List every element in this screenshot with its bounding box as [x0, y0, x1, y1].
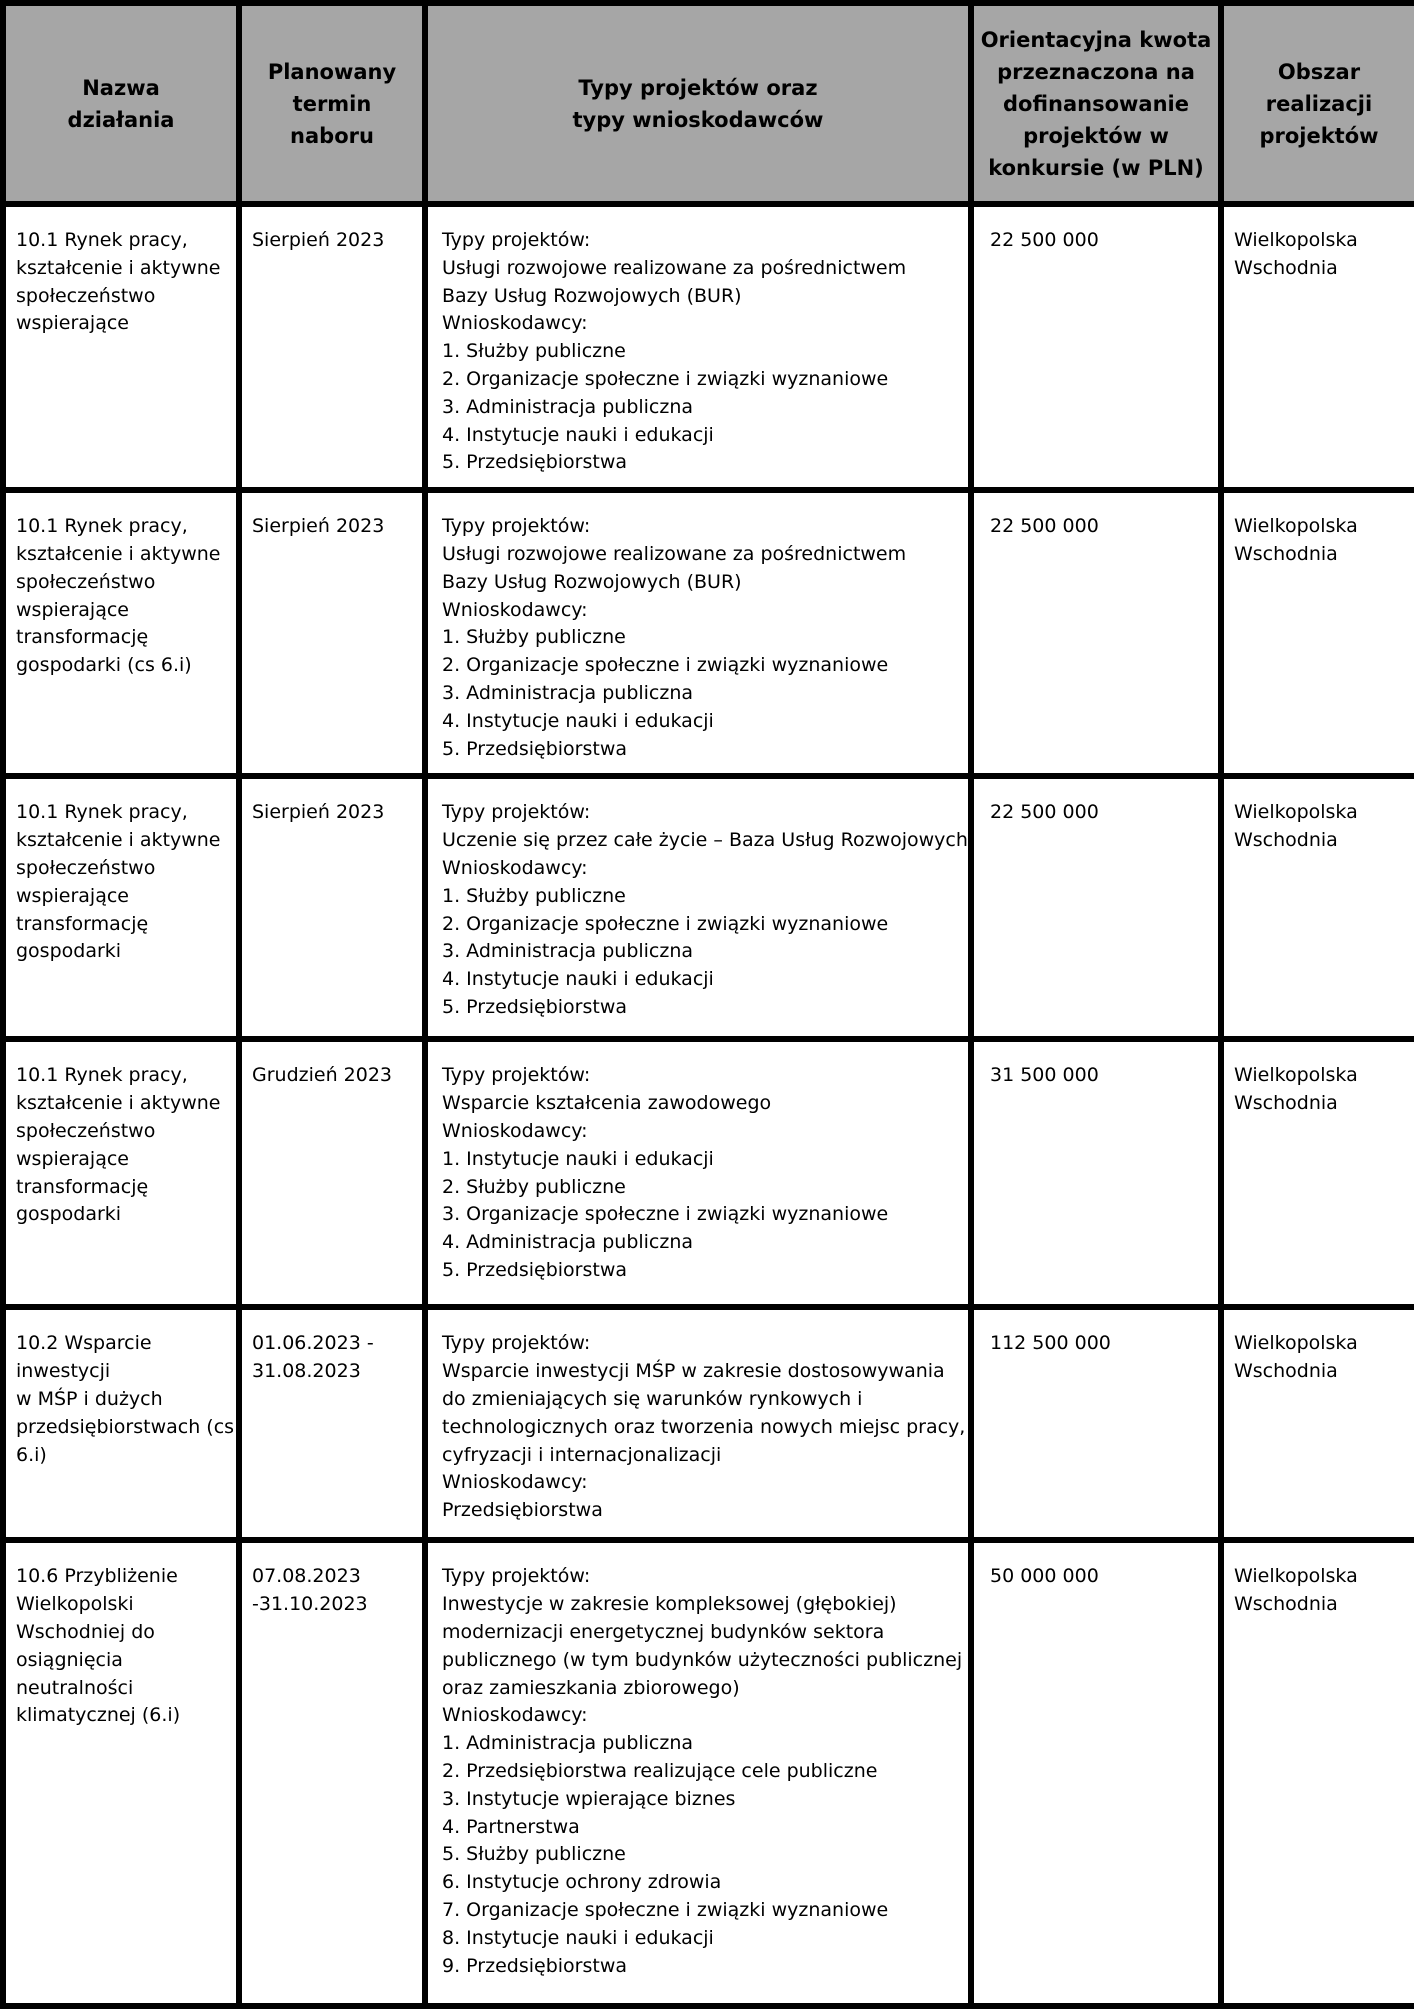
cell-amount [971, 776, 1221, 1039]
project-types-line: Usługi rozwojowe realizowane za pośrednictwem [442, 542, 907, 565]
action-name-line: gospodarki [16, 1203, 122, 1226]
project-types-line: do zmieniających się warunków rynkowych i [442, 1387, 863, 1410]
project-types-line: 4. Partnerstwa [442, 1815, 580, 1838]
action-name-line: klimatycznej (6.i) [16, 1704, 181, 1727]
header-term-line: naboru [290, 123, 374, 148]
cell-area [1221, 1307, 1414, 1540]
action-name-line: neutralności [16, 1676, 134, 1699]
cell-action-name [3, 776, 239, 1039]
action-name-line: 10.6 Przybliżenie [16, 1565, 178, 1588]
action-name-line: 10.1 Rynek pracy, [16, 229, 188, 251]
cell-amount [971, 1307, 1221, 1540]
action-name-line: 10.1 Rynek pracy, [16, 515, 188, 538]
project-types-line: Wnioskodawcy: [442, 1471, 588, 1494]
action-name-line: Wschodniej do [16, 1620, 155, 1643]
area-line: Wschodnia [1234, 542, 1338, 565]
area-line: Wschodnia [1234, 829, 1338, 852]
project-types-line: 1. Instytucje nauki i edukacji [442, 1147, 714, 1170]
action-name-line: 10.2 Wsparcie [16, 1332, 152, 1355]
action-name-line: transformację [16, 1175, 149, 1198]
project-types-line: Usługi rozwojowe realizowane za pośrednictwem [442, 256, 907, 279]
action-name-line: osiągnięcia [16, 1648, 123, 1671]
planned-term-line: Grudzień 2023 [252, 1064, 393, 1087]
header-amount-line: przeznaczona na [997, 59, 1195, 84]
area-line: Wielkopolska [1234, 515, 1358, 538]
header-term-line: termin [292, 91, 372, 116]
project-types-line: 4. Instytucje nauki i edukacji [442, 709, 714, 732]
project-types-line: Typy projektów: [442, 801, 591, 824]
header-types-line: Typy projektów oraz [578, 75, 818, 100]
cell-project-types [425, 490, 971, 776]
cell-action-name [3, 1039, 239, 1307]
planned-term-line: 01.06.2023 - [252, 1332, 374, 1355]
cell-amount [971, 1039, 1221, 1307]
action-name-line: 6.i) [16, 1443, 47, 1466]
action-name-line: transformację [16, 912, 149, 935]
project-types-line: 5. Przedsiębiorstwa [442, 995, 627, 1018]
project-types-line: Wnioskodawcy: [442, 1119, 588, 1142]
action-name-line: społeczeństwo [16, 570, 156, 593]
action-name-line: społeczeństwo [16, 856, 156, 879]
project-types-line: 1. Służby publiczne [442, 626, 626, 649]
project-types-line: 3. Administracja publiczna [442, 395, 694, 418]
action-name-line: Wielkopolski [16, 1593, 134, 1616]
header-name [3, 3, 239, 204]
table-row [3, 490, 1414, 776]
cell-area [1221, 776, 1414, 1039]
header-area-line: realizacji [1265, 91, 1373, 116]
amount-value: 112 500 000 [990, 1332, 1111, 1355]
action-name-line: kształcenie i aktywne [16, 542, 221, 565]
header-area [1221, 3, 1414, 204]
table-row [3, 204, 1414, 490]
cell-area [1221, 1039, 1414, 1307]
project-types-line: 3. Administracja publiczna [442, 681, 694, 704]
cell-action-name [3, 490, 239, 776]
cell-planned-term [239, 1039, 425, 1307]
project-types-line: 4. Instytucje nauki i edukacji [442, 968, 714, 991]
cell-planned-term [239, 490, 425, 776]
project-types-line: publicznego (w tym budynków użyteczności publicznej [442, 1648, 963, 1671]
project-types-line: modernizacji energetycznej budynków sektora [442, 1620, 885, 1643]
project-types-line: 4. Administracja publiczna [442, 1231, 694, 1254]
project-types-line: 7. Organizacje społeczne i związki wyznaniowe [442, 1898, 889, 1921]
project-types-line: 5. Służby publiczne [442, 1843, 626, 1866]
header-amount [971, 3, 1221, 204]
project-types-line: 2. Organizacje społeczne i związki wyznaniowe [442, 912, 889, 935]
project-types-line: oraz zamieszkania zbiorowego) [442, 1676, 740, 1699]
action-name-line: przedsiębiorstwach (cs [16, 1415, 235, 1438]
amount-value: 22 500 000 [990, 229, 1099, 251]
action-name-line: 10.1 Rynek pracy, [16, 801, 188, 824]
cell-area [1221, 1540, 1414, 2006]
project-types-line: Wnioskodawcy: [442, 312, 588, 335]
cell-project-types [425, 776, 971, 1039]
action-name-line: gospodarki (cs 6.i) [16, 654, 192, 677]
project-types-line: Uczenie się przez całe życie – Baza Usług Rozwojowych [442, 829, 968, 852]
area-line: Wschodnia [1234, 256, 1338, 279]
project-types-line: 2. Służby publiczne [442, 1175, 626, 1198]
planned-term-line: 07.08.2023 [252, 1565, 361, 1588]
area-line: Wielkopolska [1234, 1332, 1358, 1355]
amount-value: 50 000 000 [990, 1565, 1099, 1588]
table-row [3, 1039, 1414, 1307]
cell-amount [971, 1540, 1221, 2006]
project-types-line: 6. Instytucje ochrony zdrowia [442, 1871, 722, 1894]
planned-term-line: 31.08.2023 [252, 1360, 361, 1383]
cell-planned-term [239, 1307, 425, 1540]
project-types-line: 1. Służby publiczne [442, 340, 626, 363]
project-types-line: Wnioskodawcy: [442, 1704, 588, 1727]
cell-project-types [425, 204, 971, 490]
table-row [3, 1540, 1414, 2006]
project-types-line: Wnioskodawcy: [442, 598, 588, 621]
header-area-line: projektów [1259, 123, 1379, 148]
planned-term-line: Sierpień 2023 [252, 515, 385, 538]
project-types-line: Typy projektów: [442, 1565, 591, 1588]
header-types-line: typy wnioskodawców [572, 107, 824, 132]
action-name-line: 10.1 Rynek pracy, [16, 1064, 188, 1087]
area-line: Wschodnia [1234, 1593, 1338, 1616]
action-name-line: społeczeństwo [16, 1119, 156, 1142]
area-line: Wschodnia [1234, 1092, 1338, 1115]
project-types-line: 1. Służby publiczne [442, 884, 626, 907]
project-types-line: Typy projektów: [442, 229, 591, 251]
cell-amount [971, 204, 1221, 490]
project-types-line: cyfryzacji i internacjonalizacji [442, 1443, 722, 1466]
area-line: Wielkopolska [1234, 1064, 1358, 1087]
project-types-line: 3. Administracja publiczna [442, 940, 694, 963]
header-types [425, 3, 971, 204]
area-line: Wielkopolska [1234, 229, 1358, 251]
cell-area [1221, 490, 1414, 776]
area-line: Wschodnia [1234, 1360, 1338, 1383]
header-area-line: Obszar [1277, 59, 1361, 84]
project-types-line: 3. Instytucje wpierające biznes [442, 1787, 736, 1810]
cell-planned-term [239, 1540, 425, 2006]
project-types-line: 2. Organizacje społeczne i związki wyznaniowe [442, 367, 889, 390]
project-types-line: Wsparcie inwestycji MŚP w zakresie dostosowywania [442, 1360, 945, 1383]
planned-term-line: -31.10.2023 [252, 1593, 368, 1616]
project-types-line: Bazy Usług Rozwojowych (BUR) [442, 570, 742, 593]
project-types-line: Typy projektów: [442, 515, 591, 538]
project-types-line: 5. Przedsiębiorstwa [442, 451, 627, 474]
cell-project-types [425, 1039, 971, 1307]
project-types-line: 2. Przedsiębiorstwa realizujące cele publiczne [442, 1759, 878, 1782]
header-term-line: Planowany [267, 59, 397, 84]
header-amount-line: projektów w [1023, 123, 1169, 148]
project-types-line: 5. Przedsiębiorstwa [442, 1258, 627, 1281]
cell-amount [971, 490, 1221, 776]
amount-value: 22 500 000 [990, 801, 1099, 824]
header-name-line: Nazwa [82, 75, 160, 100]
project-types-line: Bazy Usług Rozwojowych (BUR) [442, 284, 742, 307]
project-types-line: 4. Instytucje nauki i edukacji [442, 423, 714, 446]
project-types-line: Wnioskodawcy: [442, 856, 588, 879]
amount-value: 31 500 000 [990, 1064, 1099, 1087]
header-amount-line: dofinansowanie [1003, 91, 1189, 116]
project-types-line: 9. Przedsiębiorstwa [442, 1954, 627, 1977]
header-term [239, 3, 425, 204]
cell-area [1221, 204, 1414, 490]
action-name-line: społeczeństwo [16, 284, 156, 307]
table-row [3, 1307, 1414, 1540]
header-amount-line: Orientacyjna kwota [980, 27, 1212, 52]
project-types-line: Przedsiębiorstwa [442, 1499, 603, 1522]
action-name-line: kształcenie i aktywne [16, 829, 221, 852]
table-row [3, 776, 1414, 1039]
header-amount-line: konkursie (w PLN) [988, 155, 1204, 180]
cell-action-name [3, 1307, 239, 1540]
cell-action-name [3, 204, 239, 490]
action-name-line: kształcenie i aktywne [16, 1092, 221, 1115]
table-body [3, 204, 1414, 2006]
action-name-line: gospodarki [16, 940, 122, 963]
cell-planned-term [239, 776, 425, 1039]
project-types-line: Typy projektów: [442, 1332, 591, 1355]
planned-term-line: Sierpień 2023 [252, 229, 385, 251]
action-name-line: wspierające [16, 884, 129, 907]
action-name-line: transformację [16, 626, 149, 649]
cell-project-types [425, 1540, 971, 2006]
project-types-line: Wsparcie kształcenia zawodowego [442, 1092, 772, 1115]
area-line: Wielkopolska [1234, 1565, 1358, 1588]
header-row [3, 3, 1414, 204]
cell-planned-term [239, 204, 425, 490]
project-types-line: 5. Przedsiębiorstwa [442, 737, 627, 760]
project-types-line: 3. Organizacje społeczne i związki wyznaniowe [442, 1203, 889, 1226]
action-name-line: wspierające [16, 312, 129, 335]
cell-project-types [425, 1307, 971, 1540]
header-name-line: działania [67, 107, 175, 132]
project-types-line: 1. Administracja publiczna [442, 1732, 694, 1755]
action-name-line: wspierające [16, 1147, 129, 1170]
cell-action-name [3, 1540, 239, 2006]
project-types-line: 2. Organizacje społeczne i związki wyznaniowe [442, 654, 889, 677]
planned-term-line: Sierpień 2023 [252, 801, 385, 824]
project-types-line: 8. Instytucje nauki i edukacji [442, 1926, 714, 1949]
area-line: Wielkopolska [1234, 801, 1358, 824]
project-types-line: technologicznych oraz tworzenia nowych miejsc pracy, [442, 1415, 966, 1438]
action-name-line: kształcenie i aktywne [16, 256, 221, 279]
action-name-line: w MŚP i dużych [16, 1387, 163, 1410]
project-types-line: Inwestycje w zakresie kompleksowej (głębokiej) [442, 1593, 897, 1616]
amount-value: 22 500 000 [990, 515, 1099, 538]
project-types-line: Typy projektów: [442, 1064, 591, 1087]
action-name-line: inwestycji [16, 1360, 111, 1383]
action-name-line: wspierające [16, 598, 129, 621]
